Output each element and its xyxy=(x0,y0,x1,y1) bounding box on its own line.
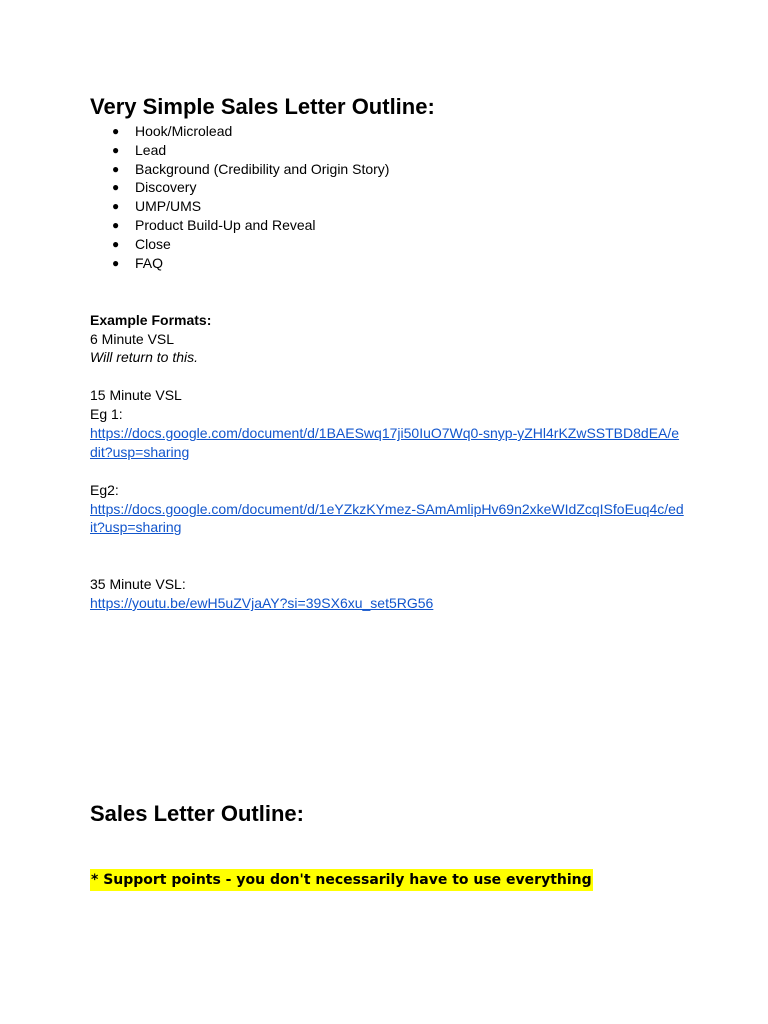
eg1-label: Eg 1: xyxy=(90,406,123,422)
eg2-link-continued[interactable]: it?usp=sharing xyxy=(90,519,182,535)
page-title: Very Simple Sales Letter Outline: xyxy=(90,94,435,119)
list-item: ● Hook/Microlead xyxy=(112,123,233,139)
list-item: ● FAQ xyxy=(112,254,164,271)
bullet-icon: ● xyxy=(112,236,120,251)
eg2-link[interactable]: https://docs.google.com/document/d/1eYZkzKYmez-SAmAmlipHv69n2xkeWIdZcqISfoEuq4c/ed xyxy=(90,501,684,517)
highlighted-note: * Support points - you don't necessarily have to use everything xyxy=(90,869,593,891)
youtube-link[interactable]: https://youtu.be/ewH5uZVjaAY?si=39SX6xu_set5RG56 xyxy=(90,595,434,611)
list-item: ● Lead xyxy=(112,141,167,158)
bullet-icon: ● xyxy=(112,199,120,214)
bullet-icon: ● xyxy=(112,161,120,176)
list-item: ● UMP/UMS xyxy=(112,198,202,215)
list-item: ● Close xyxy=(112,235,171,252)
list-item: ● Product Build-Up and Reveal xyxy=(112,216,316,233)
bullet-icon: ● xyxy=(112,255,120,270)
six-minute-vsl-label: 6 Minute VSL xyxy=(90,331,175,347)
six-minute-vsl-note: Will return to this. xyxy=(90,349,199,365)
eg1-link-continued[interactable]: dit?usp=sharing xyxy=(90,444,190,460)
thirtyfive-minute-vsl-label: 35 Minute VSL: xyxy=(90,576,186,592)
eg1-link[interactable]: https://docs.google.com/document/d/1BAESwq17ji50IuO7Wq0-snyp-yZHl4rKZwSSTBD8dEA/e xyxy=(90,425,680,441)
outline-list xyxy=(90,122,389,272)
bullet-icon: ● xyxy=(112,180,120,195)
section-heading: Sales Letter Outline: xyxy=(90,801,304,826)
bullet-icon: ● xyxy=(112,142,120,157)
bullet-icon: ● xyxy=(112,124,120,138)
list-item: ● Background (Credibility and Origin Story) xyxy=(112,160,390,177)
bullet-icon: ● xyxy=(112,217,120,232)
list-item: ● Discovery xyxy=(112,179,197,196)
example-formats-label: Example Formats: xyxy=(90,312,212,328)
eg2-label: Eg2: xyxy=(90,482,119,498)
fifteen-minute-vsl-label: 15 Minute VSL xyxy=(90,387,182,403)
